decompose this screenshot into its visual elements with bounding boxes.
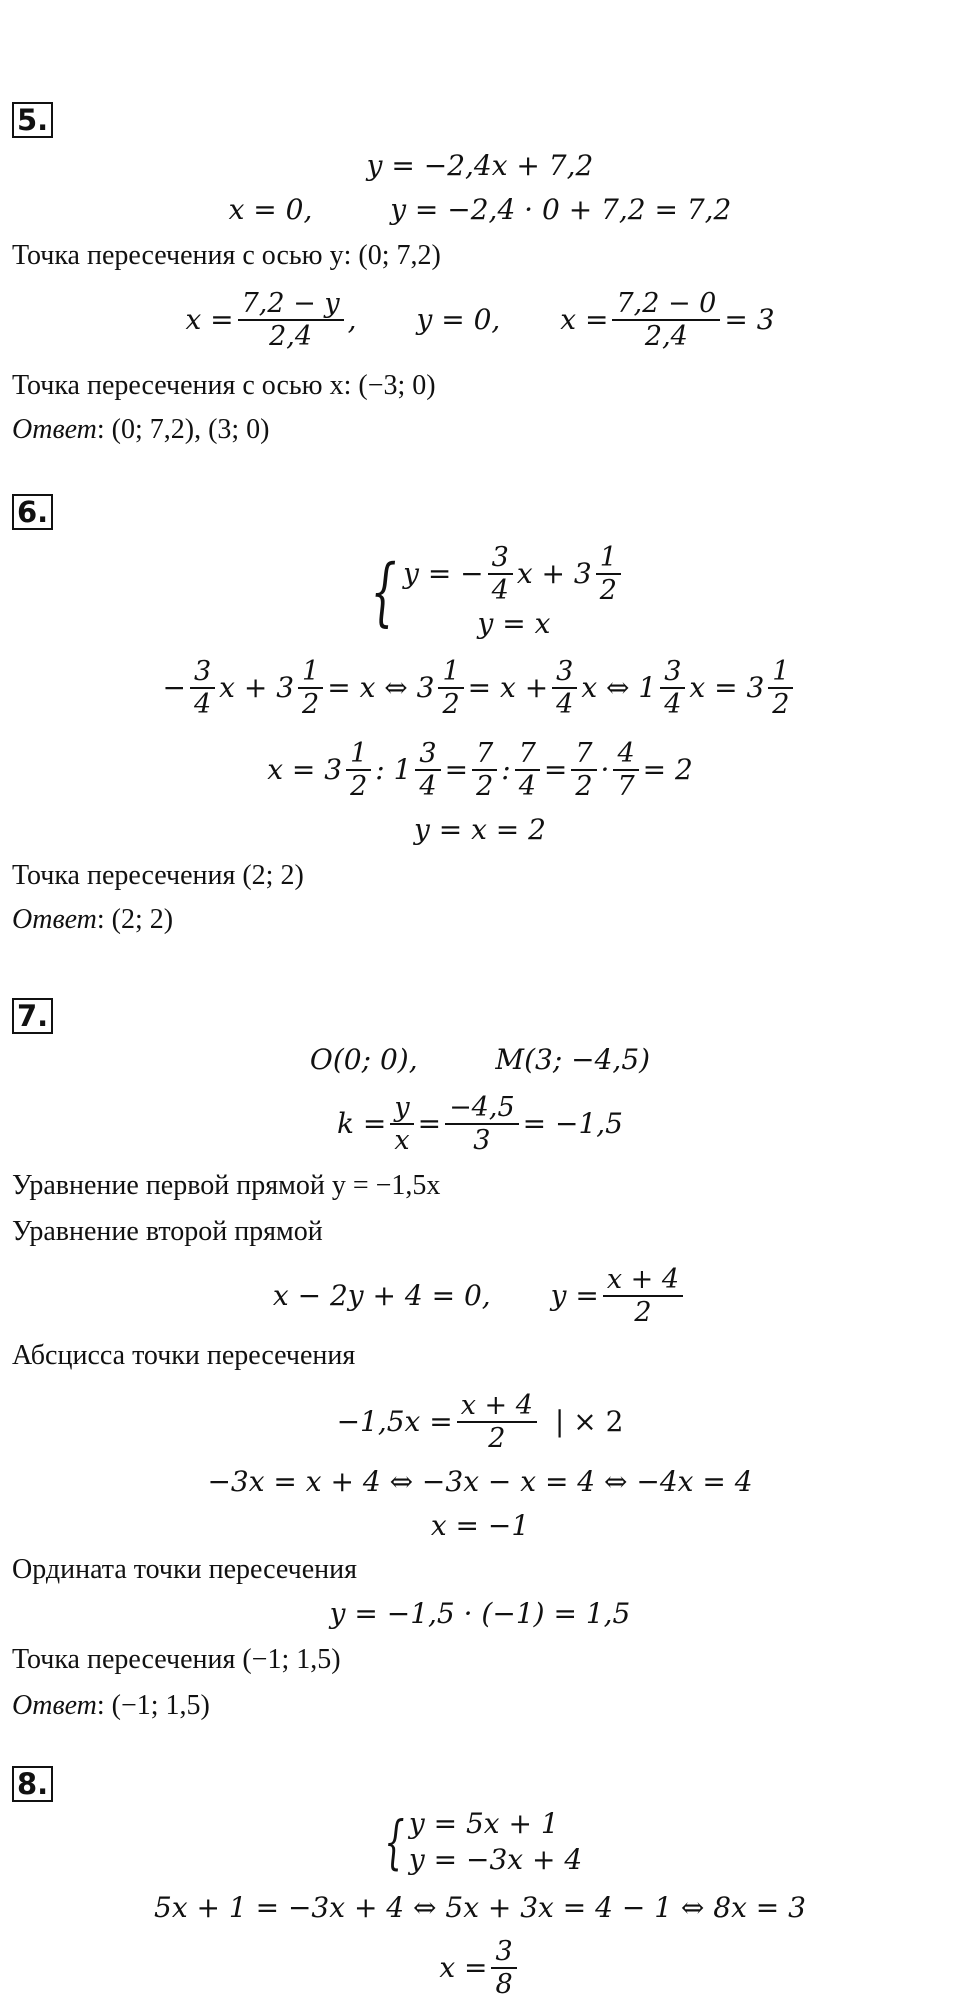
equation: [0, 732, 960, 808]
equation-part: −: [162, 671, 186, 704]
denominator: 7: [617, 771, 635, 802]
equation-part: x = 0,: [228, 193, 313, 226]
equation-part: x − 2y + 4 = 0,: [272, 1279, 491, 1312]
text-line: Ордината точки пересечения: [12, 1554, 357, 1585]
numerator: 3: [415, 738, 440, 771]
problem-number-8: 8.: [12, 1766, 53, 1802]
equation-part: :: [501, 753, 511, 786]
fraction: [390, 1092, 413, 1156]
equation: 5x + 1 = −3x + 4 ⇔ 5x + 3x = 4 − 1 ⇔ 8x = 3: [154, 1891, 806, 1924]
numerator: 7,2 − 0: [612, 288, 720, 321]
fraction: [457, 1390, 537, 1454]
answer-line: [12, 412, 270, 448]
answer-label: Ответ: [12, 414, 97, 445]
equation-part: k =: [337, 1107, 387, 1140]
numerator: 7: [571, 738, 596, 771]
numerator: x + 4: [603, 1264, 683, 1297]
answer-line: [12, 902, 173, 938]
numerator: 7: [472, 738, 497, 771]
text-line: Абсцисса точки пересечения: [12, 1340, 356, 1371]
equation: −3x = x + 4 ⇔ −3x − x = 4 ⇔ −4x = 4: [207, 1465, 753, 1498]
equation-part: = −1,5: [522, 1107, 623, 1140]
equation: y = x = 2: [414, 813, 546, 846]
equation: [0, 1042, 960, 1078]
fraction: [346, 738, 371, 802]
fraction: [552, 656, 577, 720]
fraction: [438, 656, 463, 720]
denominator: 4: [193, 689, 212, 720]
denominator: 4: [419, 771, 437, 802]
denominator: 2: [488, 1423, 506, 1454]
denominator: 2: [442, 689, 460, 720]
fraction: [596, 542, 621, 606]
equation-part: y = −2,4 · 0 + 7,2 = 7,2: [390, 193, 732, 226]
equation-part: = x +: [467, 671, 549, 704]
text-line: Уравнение второй прямой: [12, 1216, 323, 1247]
denominator: 4: [664, 689, 682, 720]
equation-part: x =: [560, 303, 609, 336]
equation: [0, 1382, 960, 1462]
denominator: 2: [476, 771, 494, 802]
numerator: 1: [346, 738, 371, 771]
equation: x = −1: [430, 1509, 530, 1542]
text-line: Точка пересечения с осью y: (0; 7,2): [12, 240, 441, 271]
equation-part: x = 3: [267, 753, 343, 786]
equation-part: = 2: [642, 753, 693, 786]
denominator: 8: [495, 1969, 513, 2000]
fraction: [612, 288, 720, 352]
answer-line: [12, 1688, 210, 1724]
problem-number-6: 6.: [12, 494, 53, 530]
equation: y = −1,5 · (−1) = 1,5: [329, 1597, 631, 1630]
equation-part: y =: [550, 1279, 599, 1312]
equation-part: : 1: [375, 753, 412, 786]
denominator: 2,4: [644, 321, 688, 352]
equation: [0, 1084, 960, 1164]
problem-number-5: 5.: [12, 102, 53, 138]
numerator: 3: [660, 656, 685, 689]
denominator: 2: [575, 771, 593, 802]
denominator: x: [394, 1125, 410, 1156]
text-line: Точка пересечения с осью x: (−3; 0): [12, 370, 436, 401]
equation-part: y = 0,: [416, 303, 501, 336]
brace-icon: {: [370, 549, 397, 635]
brace-icon: {: [384, 1808, 405, 1876]
numerator: 7: [515, 738, 540, 771]
equation-part: = x ⇔ 3: [327, 671, 435, 704]
numerator: 4: [613, 738, 638, 771]
fraction: [571, 738, 596, 802]
fraction: [415, 738, 440, 802]
system-row: y = 5x + 1: [408, 1806, 559, 1840]
text-line: Точка пересечения (2; 2): [12, 860, 304, 891]
fraction: [298, 656, 323, 720]
numerator: 3: [190, 656, 215, 689]
equation-part: x + 3: [219, 671, 295, 704]
problem-number-7: 7.: [12, 998, 53, 1034]
denominator: 2,4: [269, 321, 313, 352]
fraction: [768, 656, 793, 720]
equation: [0, 650, 960, 726]
equation-part: x + 3: [516, 556, 592, 590]
equation-part: O(0; 0),: [309, 1043, 418, 1076]
system-row: [403, 542, 625, 606]
denominator: 2: [599, 574, 617, 606]
denominator: 4: [518, 771, 536, 802]
equation-part: =: [417, 1107, 442, 1140]
numerator: y: [390, 1092, 413, 1125]
numerator: 1: [596, 542, 621, 575]
fraction: [190, 656, 215, 720]
denominator: 2: [634, 1297, 652, 1328]
denominator: 3: [473, 1125, 491, 1156]
equation: [0, 192, 960, 228]
equation-part: = 3: [724, 303, 775, 336]
numerator: 1: [438, 656, 463, 689]
equation-system: [360, 538, 625, 646]
numerator: 3: [552, 656, 577, 689]
numerator: −4,5: [445, 1092, 519, 1125]
equation-part: x =: [185, 303, 234, 336]
equation: y = −2,4x + 7,2: [366, 149, 594, 182]
numerator: x + 4: [457, 1390, 537, 1423]
equation-part: y = −: [403, 556, 484, 590]
equation: [0, 1928, 960, 2008]
fraction: [472, 738, 497, 802]
answer-value: : (−1; 1,5): [96, 1690, 210, 1721]
fraction: [491, 1936, 516, 2000]
system-row: y = x: [477, 606, 551, 640]
equation-part: −1,5x =: [336, 1405, 453, 1438]
denominator: 2: [350, 771, 368, 802]
numerator: 1: [768, 656, 793, 689]
fraction: [603, 1264, 683, 1328]
denominator: 4: [491, 574, 509, 606]
equation: [0, 1256, 960, 1336]
numerator: 1: [298, 656, 323, 689]
answer-value: : (0; 7,2), (3; 0): [96, 414, 270, 445]
equation-part: x =: [439, 1951, 488, 1984]
equation-part: | × 2: [554, 1405, 624, 1438]
system-row: y = −3x + 4: [408, 1843, 583, 1876]
numerator: 3: [488, 542, 513, 575]
text-line: Точка пересечения (−1; 1,5): [12, 1644, 341, 1675]
denominator: 2: [302, 689, 320, 720]
equation-part: x ⇔ 1: [581, 671, 657, 704]
denominator: 2: [772, 689, 790, 720]
fraction: [613, 738, 638, 802]
equation-part: x = 3: [689, 671, 765, 704]
system-rows: [403, 542, 625, 642]
equation-part: =: [543, 753, 568, 786]
equation: [0, 280, 960, 360]
fraction: [515, 738, 540, 802]
fraction: [488, 542, 513, 606]
fraction: [660, 656, 685, 720]
answer-label: Ответ: [12, 1690, 97, 1721]
answer-value: : (2; 2): [96, 904, 174, 935]
text-line: Уравнение первой прямой y = −1,5x: [12, 1170, 441, 1201]
equation-part: M(3; −4,5): [495, 1043, 651, 1076]
equation-part: ·: [600, 753, 610, 786]
equation-system: [376, 1804, 582, 1880]
fraction: [238, 288, 344, 352]
numerator: 7,2 − y: [238, 288, 344, 321]
numerator: 3: [491, 1936, 516, 1969]
equation-part: =: [444, 753, 469, 786]
answer-label: Ответ: [12, 904, 97, 935]
equation-part: ,: [347, 303, 357, 336]
denominator: 4: [556, 689, 574, 720]
system-rows: [409, 1806, 582, 1879]
fraction: [445, 1092, 519, 1156]
